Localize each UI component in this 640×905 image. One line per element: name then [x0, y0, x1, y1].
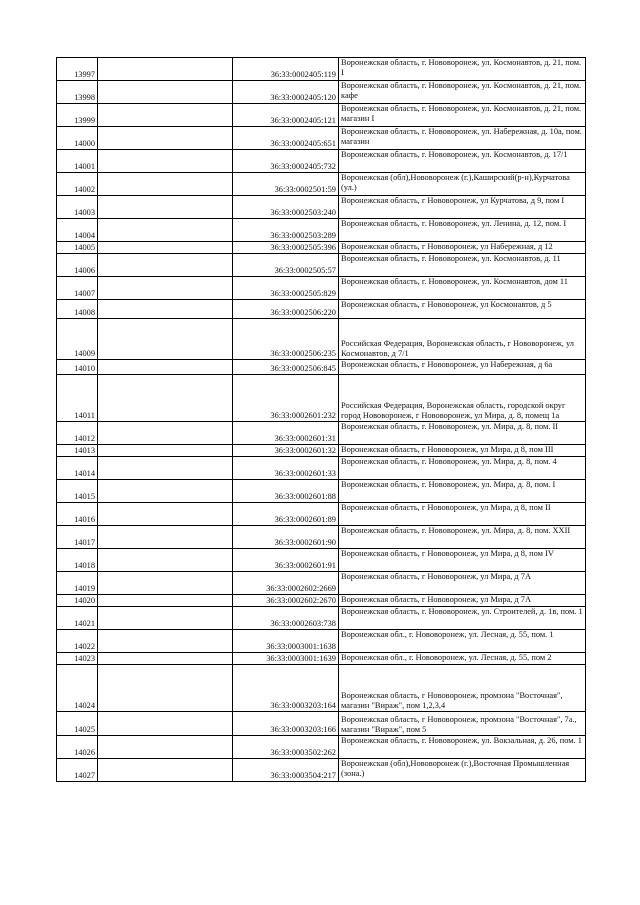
address-cell: Воронежская (обл),Нововоронеж (г.),Каширский(р-н),Курчатова (ул.) [339, 173, 586, 196]
cadastral-number: 36:33:0002405:119 [233, 58, 339, 81]
empty-cell [98, 150, 233, 173]
row-number: 14015 [57, 480, 98, 503]
address-cell: Воронежская область, г. Нововоронеж, ул. Космонавтов, д. 11 [339, 254, 586, 277]
empty-cell [98, 736, 233, 759]
cadastral-number: 36:33:0002503:289 [233, 219, 339, 242]
empty-cell [98, 375, 233, 422]
row-number: 14026 [57, 736, 98, 759]
table-row [57, 572, 586, 595]
empty-cell [98, 712, 233, 736]
row-number: 14019 [57, 572, 98, 595]
table-row [57, 196, 586, 219]
row-number: 14025 [57, 712, 98, 736]
registry-table-body [57, 58, 586, 782]
address-cell: Воронежская область, г. Нововоронеж, ул. Космонавтов, д. 21, пом. I [339, 58, 586, 81]
address-cell: Воронежская область, г. Нововоронеж, ул. Набережная, д. 10а, пом. магазин [339, 127, 586, 150]
row-number: 14002 [57, 173, 98, 196]
table-row [57, 150, 586, 173]
cadastral-number: 36:33:0002601:90 [233, 526, 339, 549]
address-cell: Воронежская область, г. Нововоронеж, ул. Строителей, д. 1в, пом. 1 [339, 607, 586, 630]
empty-cell [98, 653, 233, 665]
cadastral-number: 36:33:0003203:166 [233, 712, 339, 736]
table-row [57, 360, 586, 375]
address-cell: Воронежская область, г. Нововоронеж, ул. Мира, д. 8, пом. 4 [339, 457, 586, 480]
table-row [57, 127, 586, 150]
cadastral-number: 36:33:0003504:217 [233, 759, 339, 782]
cadastral-number: 36:33:0002405:732 [233, 150, 339, 173]
cadastral-number: 36:33:0002601:88 [233, 480, 339, 503]
table-row [57, 549, 586, 572]
cadastral-number: 36:33:0002506:220 [233, 300, 339, 319]
address-cell: Воронежская область, г Нововоронеж, ул Мира, д 7А [339, 595, 586, 607]
empty-cell [98, 665, 233, 712]
empty-cell [98, 254, 233, 277]
empty-cell [98, 422, 233, 445]
row-number: 14027 [57, 759, 98, 782]
table-row [57, 104, 586, 127]
cadastral-number: 36:33:0002405:120 [233, 81, 339, 104]
address-cell: Воронежская область, г Нововоронеж, ул Мира, д 7А [339, 572, 586, 595]
address-cell: Воронежская область, г. Нововоронеж, ул. Ленина, д. 12, пом. I [339, 219, 586, 242]
cadastral-number: 36:33:0003502:262 [233, 736, 339, 759]
empty-cell [98, 549, 233, 572]
table-row [57, 445, 586, 457]
empty-cell [98, 480, 233, 503]
empty-cell [98, 445, 233, 457]
table-row [57, 254, 586, 277]
row-number: 14004 [57, 219, 98, 242]
address-cell: Воронежская область, г Нововоронеж, промзона "Восточная", 7а., магазин "Вираж", пом 5 [339, 712, 586, 736]
table-row [57, 422, 586, 445]
address-cell: Воронежская область, г Нововоронеж, ул Набережная, д 12 [339, 242, 586, 254]
table-row [57, 712, 586, 736]
address-cell: Воронежская область, г Нововоронеж, промзона "Восточная", магазин "Вираж", пом 1,2,3,4 [339, 665, 586, 712]
empty-cell [98, 319, 233, 360]
cadastral-number: 36:33:0002405:121 [233, 104, 339, 127]
row-number: 14023 [57, 653, 98, 665]
row-number: 14020 [57, 595, 98, 607]
empty-cell [98, 277, 233, 300]
address-cell: Воронежская область, г Нововоронеж, ул Мира, д 8, пом II [339, 503, 586, 526]
address-cell: Воронежская область, г. Нововоронеж, ул. Мира, д. 8, пом. XXII [339, 526, 586, 549]
cadastral-number: 36:33:0002505:829 [233, 277, 339, 300]
cadastral-number: 36:33:0003203:164 [233, 665, 339, 712]
address-cell: Воронежская (обл),Нововоронеж (г.),Восточная Промышленная (зона.) [339, 759, 586, 782]
empty-cell [98, 457, 233, 480]
address-cell: Воронежская область, г. Нововоронеж, ул. Космонавтов, дом 11 [339, 277, 586, 300]
empty-cell [98, 196, 233, 219]
address-cell: Воронежская область, г. Нововоронеж, ул. Мира, д. 8, пом. II [339, 422, 586, 445]
row-number: 14012 [57, 422, 98, 445]
empty-cell [98, 526, 233, 549]
table-row [57, 319, 586, 360]
row-number: 14003 [57, 196, 98, 219]
row-number: 13998 [57, 81, 98, 104]
address-cell: Воронежская область, г Нововоронеж, ул Мира, д 8, пом IV [339, 549, 586, 572]
cadastral-number: 36:33:0002601:91 [233, 549, 339, 572]
row-number: 14018 [57, 549, 98, 572]
table-row [57, 759, 586, 782]
cadastral-number: 36:33:0002506:235 [233, 319, 339, 360]
empty-cell [98, 759, 233, 782]
table-row [57, 58, 586, 81]
table-row [57, 503, 586, 526]
row-number: 14014 [57, 457, 98, 480]
row-number: 14009 [57, 319, 98, 360]
table-row [57, 242, 586, 254]
address-cell: Воронежская область, г Нововоронеж, ул Набережная, д 6а [339, 360, 586, 375]
table-row [57, 81, 586, 104]
cadastral-number: 36:33:0002501:59 [233, 173, 339, 196]
cadastral-number: 36:33:0002602:2669 [233, 572, 339, 595]
table-row [57, 653, 586, 665]
table-row [57, 736, 586, 759]
row-number: 14024 [57, 665, 98, 712]
address-cell: Воронежская область, г. Нововоронеж, ул. Космонавтов, д. 17/1 [339, 150, 586, 173]
cadastral-number: 36:33:0002503:240 [233, 196, 339, 219]
empty-cell [98, 219, 233, 242]
address-cell: Воронежская обл., г. Нововоронеж, ул. Лесная, д. 55, пом 2 [339, 653, 586, 665]
table-row [57, 457, 586, 480]
cadastral-number: 36:33:0002505:396 [233, 242, 339, 254]
empty-cell [98, 572, 233, 595]
row-number: 13997 [57, 58, 98, 81]
row-number: 14016 [57, 503, 98, 526]
table-row [57, 219, 586, 242]
cadastral-number: 36:33:0002602:2670 [233, 595, 339, 607]
row-number: 14017 [57, 526, 98, 549]
cadastral-number: 36:33:0002603:738 [233, 607, 339, 630]
address-cell: Российская Федерация, Воронежская область, г Нововоронеж, ул Космонавтов, д 7/1 [339, 319, 586, 360]
row-number: 13999 [57, 104, 98, 127]
empty-cell [98, 173, 233, 196]
empty-cell [98, 595, 233, 607]
address-cell: Воронежская область, г Нововоронеж, ул Космонавтов, д 5 [339, 300, 586, 319]
table-row [57, 665, 586, 712]
address-cell: Воронежская обл., г. Нововоронеж, ул. Лесная, д. 55, пом. 1 [339, 630, 586, 653]
table-row [57, 300, 586, 319]
row-number: 14010 [57, 360, 98, 375]
registry-table [56, 57, 586, 782]
address-cell: Российская Федерация, Воронежская область, городской округ город Нововоронеж, г Нововоронеж, ул Мира, д. 8, помещ 1а [339, 375, 586, 422]
cadastral-number: 36:33:0002601:31 [233, 422, 339, 445]
cadastral-number: 36:33:0003001:1638 [233, 630, 339, 653]
address-cell: Воронежская область, г. Нововоронеж, ул. Мира, д. 8, пом. I [339, 480, 586, 503]
row-number: 14000 [57, 127, 98, 150]
empty-cell [98, 607, 233, 630]
row-number: 14006 [57, 254, 98, 277]
empty-cell [98, 300, 233, 319]
row-number: 14013 [57, 445, 98, 457]
table-row [57, 173, 586, 196]
empty-cell [98, 81, 233, 104]
address-cell: Воронежская область, г. Нововоронеж, ул. Вокзальная, д. 26, пом. 1 [339, 736, 586, 759]
address-cell: Воронежская область, г. Нововоронеж, ул. Космонавтов, д. 21, пом. магазин I [339, 104, 586, 127]
row-number: 14005 [57, 242, 98, 254]
address-cell: Воронежская область, г Нововоронеж, ул Мира, д 8, пом III [339, 445, 586, 457]
cadastral-number: 36:33:0002601:32 [233, 445, 339, 457]
empty-cell [98, 503, 233, 526]
cadastral-number: 36:33:0002601:89 [233, 503, 339, 526]
address-cell: Воронежская область, г. Нововоронеж, ул. Космонавтов, д. 21, пом. кафе [339, 81, 586, 104]
row-number: 14001 [57, 150, 98, 173]
table-row [57, 480, 586, 503]
table-row [57, 375, 586, 422]
cadastral-number: 36:33:0002506:845 [233, 360, 339, 375]
cadastral-number: 36:33:0002601:33 [233, 457, 339, 480]
table-row [57, 526, 586, 549]
cadastral-number: 36:33:0003001:1639 [233, 653, 339, 665]
row-number: 14011 [57, 375, 98, 422]
empty-cell [98, 630, 233, 653]
cadastral-number: 36:33:0002505:57 [233, 254, 339, 277]
table-row [57, 277, 586, 300]
table-row [57, 607, 586, 630]
row-number: 14022 [57, 630, 98, 653]
empty-cell [98, 360, 233, 375]
empty-cell [98, 58, 233, 81]
empty-cell [98, 127, 233, 150]
row-number: 14007 [57, 277, 98, 300]
table-row [57, 595, 586, 607]
empty-cell [98, 242, 233, 254]
row-number: 14021 [57, 607, 98, 630]
empty-cell [98, 104, 233, 127]
row-number: 14008 [57, 300, 98, 319]
cadastral-number: 36:33:0002405:651 [233, 127, 339, 150]
address-cell: Воронежская область, г Нововоронеж, ул Курчатова, д 9, пом I [339, 196, 586, 219]
table-row [57, 630, 586, 653]
cadastral-number: 36:33:0002601:232 [233, 375, 339, 422]
